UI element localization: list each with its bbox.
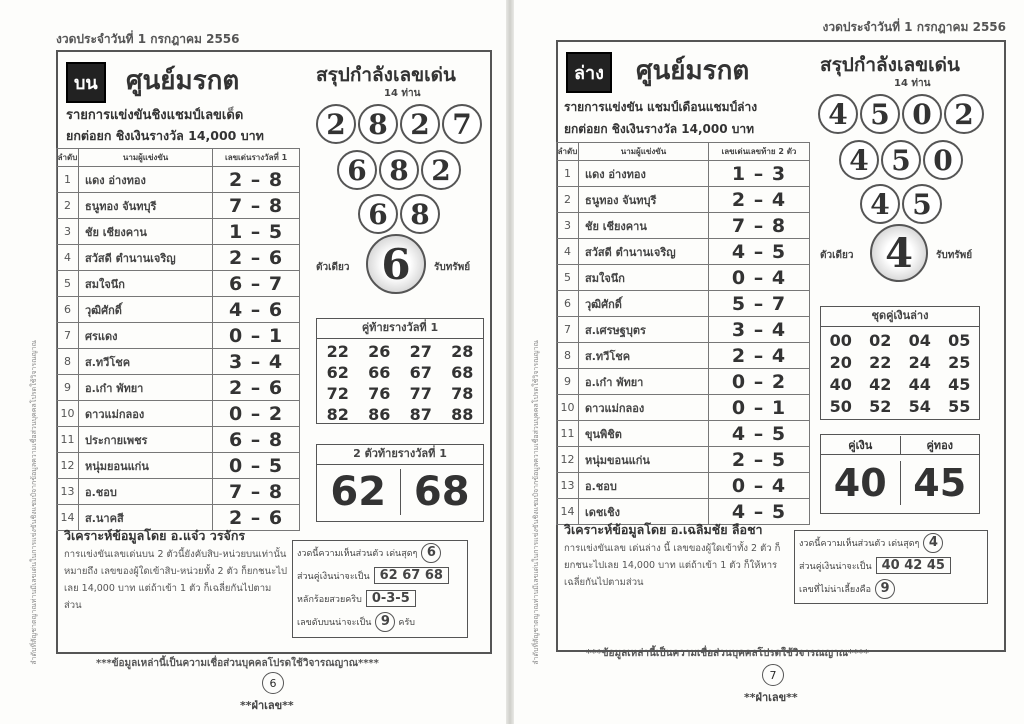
drop-digit: 9 [375,612,395,632]
pair-label: ส่วนคู่เงินน่าจะเป็น [297,571,370,582]
name-cell: วุฒิศักดิ์ [579,291,709,317]
name-cell: ธนูทอง จันทบุรี [579,187,709,213]
issue-date: งวดประจำวันที่ 1 กรกฎาคม 2556 [56,32,240,46]
table-row [557,265,810,291]
grid-number: 78 [451,384,474,403]
value-cell: 7 – 8 [213,479,300,505]
value-cell: 4 – 5 [708,499,809,525]
rank-cell: 3 [557,213,579,239]
value-cell: 4 – 5 [708,421,809,447]
hundreds-label: หลักร้อยสวยคริบ [297,594,362,605]
name-cell: ส.ทวีโชค [79,349,213,375]
grid-number: 27 [409,342,432,361]
grid-number: 45 [948,375,971,394]
gold-pair-value: 45 [913,461,967,505]
value-cell: 4 – 6 [213,297,300,323]
digit-circle: 2 [316,104,356,144]
name-cell: ดาวแม่กลอง [579,395,709,421]
summary-count: 14 ท่าน [894,78,931,89]
money-set-grid [821,327,979,418]
table-row [57,193,300,219]
name-cell: สวัสดี ตำนานเจริญ [579,239,709,265]
value-cell: 2 – 4 [708,187,809,213]
rank-cell: 13 [557,473,579,499]
digit-circle: 2 [421,150,461,190]
value-cell: 1 – 3 [708,161,809,187]
two-digit-title: 2 ตัวท้ายรางวัลที่ 1 [317,445,483,465]
disclaimer: ***ข้อมูลเหล่านี้เป็นความเชื่อส่วนบุคคลโปรดใช้วิจารณญาณ**** [586,648,869,659]
single-label: ตัวเดียว [820,250,854,261]
name-cell: สวัสดี ตำนานเจริญ [79,245,213,271]
rank-cell: 7 [557,317,579,343]
digit-circle: 4 [818,94,858,134]
name-cell: วุฒิศักดิ์ [79,297,213,323]
grid-number: 76 [368,384,391,403]
table-row [57,427,300,453]
opinion-box [292,540,468,638]
name-cell: แดง อ่างทอง [79,167,213,193]
value-cell: 2 – 6 [213,505,300,531]
rank-cell: 10 [557,395,579,421]
digit-circle: 5 [881,140,921,180]
col-value: เลขเด่นเลขท้าย 2 ตัว [708,143,809,161]
digit-circle: 8 [379,150,419,190]
digit-circle: 6 [358,194,398,234]
lower-badge: ล่าง [566,52,612,93]
rank-cell: 10 [57,401,79,427]
grid-number: 22 [869,353,892,372]
opinion-label: งวดนี้ความเห็นส่วนตัว เด่นสุดๆ [799,538,920,549]
col-rank: ลำดับ [557,143,579,161]
digit-circle: 0 [902,94,942,134]
col-name: นามผู้แข่งขัน [79,149,213,167]
rank-table [56,148,300,531]
name-cell: หนุ่มขอนแก่น [579,447,709,473]
single-suffix: รับทรัพย์ [434,262,471,273]
name-cell: แดง อ่างทอง [579,161,709,187]
value-cell: 6 – 8 [213,427,300,453]
grid-number: 88 [451,405,474,424]
grid-number: 20 [829,353,852,372]
value-cell: 0 – 5 [213,453,300,479]
right-page [514,0,1024,724]
rank-cell: 12 [57,453,79,479]
margin-note: ลำดับที่สัญชาตญาณท่านมีเลขเด่นในการแข่งขันชิงแชมป์จากข้อมูลความเชื่อส่วนบุคคลโปรดใช้วิจารณญาณ [532,340,540,665]
table-row [57,375,300,401]
rank-cell: 7 [57,323,79,349]
digit-circle: 4 [839,140,879,180]
table-row [557,161,810,187]
footer-brand: **ฝ่าเลข** [240,699,294,712]
table-row [557,187,810,213]
analyst-line: วิเคราะห์ข้อมูลโดย อ.เฉลิมชัย ลือชา [564,522,763,537]
name-cell: อ.เก๋า พัทยา [579,369,709,395]
rank-cell: 12 [557,447,579,473]
summary-title: สรุปกำลังเลขเด่น [316,64,456,86]
rank-table [556,142,810,525]
rank-cell: 6 [557,291,579,317]
rank-cell: 8 [57,349,79,375]
value-cell: 3 – 4 [708,317,809,343]
name-cell: ประกายเพชร [79,427,213,453]
table-row [557,447,810,473]
prize-line: ยกต่อยก ชิงเงินรางวัล 14,000 บาท [564,122,755,136]
value-cell: 2 – 6 [213,375,300,401]
book-gutter [506,0,514,724]
grid-number: 24 [908,353,931,372]
opinion-label: งวดนี้ความเห็นส่วนตัว เด่นสุดๆ [297,548,418,559]
grid-number: 44 [908,375,931,394]
table-row [557,473,810,499]
pair-values: 40 42 45 [876,557,951,574]
gold-pair-header: คู่ทอง [926,438,954,452]
table-row [557,421,810,447]
value-cell: 7 – 8 [213,193,300,219]
margin-note: ลำดับที่สัญชาตญาณท่านมีเลขเด่นในการแข่งขันชิงแชมป์จากข้อมูลความเชื่อส่วนบุคคลโปรดใช้วิจารณญาณ [30,340,38,665]
name-cell: ธนูทอง จันทบุรี [79,193,213,219]
digit-circle: 8 [358,104,398,144]
table-row [57,167,300,193]
grid-number: 52 [869,397,892,416]
pair-values: 62 67 68 [374,567,449,584]
value-cell: 0 – 2 [213,401,300,427]
value-cell: 0 – 1 [213,323,300,349]
money-set-title: ชุดคู่เงินล่าง [821,307,979,327]
digit-circle: 8 [400,194,440,234]
grid-number: 72 [326,384,349,403]
money-gold-box [820,434,980,514]
rank-cell: 1 [57,167,79,193]
name-cell: สมใจนึก [579,265,709,291]
col-value: เลขเด่นรางวัลที่ 1 [213,149,300,167]
table-row [557,239,810,265]
rank-cell: 9 [57,375,79,401]
value-cell: 0 – 4 [708,265,809,291]
table-row [557,395,810,421]
summary-count: 14 ท่าน [384,88,421,99]
name-cell: อ.ชอบ [79,479,213,505]
name-cell: ศรแดง [79,323,213,349]
issue-date: งวดประจำวันที่ 1 กรกฎาคม 2556 [822,20,1006,34]
grid-number: 86 [368,405,391,424]
value-cell: 4 – 5 [708,239,809,265]
two-digit-b: 68 [413,469,470,515]
grid-number: 25 [948,353,971,372]
table-row [57,479,300,505]
rank-cell: 4 [57,245,79,271]
value-cell: 0 – 2 [708,369,809,395]
table-row [57,219,300,245]
value-cell: 2 – 6 [213,245,300,271]
prize-line: ยกต่อยก ชิงเงินรางวัล 14,000 บาท [66,128,264,143]
money-pair-header: คู่เงิน [821,436,901,454]
grid-number: 66 [368,363,391,382]
value-cell: 2 – 4 [708,343,809,369]
grid-number: 02 [869,331,892,350]
table-row [57,349,300,375]
name-cell: เดชเชิง [579,499,709,525]
grid-number: 82 [326,405,349,424]
value-cell: 6 – 7 [213,271,300,297]
analyst-line: วิเคราะห์ข้อมูลโดย อ.แจ๋ว วรจักร [64,528,246,543]
rank-cell: 3 [57,219,79,245]
grid-number: 26 [368,342,391,361]
opinion-digit: 4 [923,533,943,553]
table-row [57,323,300,349]
rank-cell: 2 [57,193,79,219]
brand-title: ศูนย์มรกต [636,56,750,86]
rank-cell: 6 [57,297,79,323]
name-cell: หนุ่มยอนแก่น [79,453,213,479]
name-cell: อ.เก๋า พัทยา [79,375,213,401]
table-row [557,291,810,317]
money-pair-value: 40 [821,461,901,505]
rank-cell: 11 [57,427,79,453]
footer-brand: **ฝ่าเลข** [744,691,798,704]
rank-cell: 13 [57,479,79,505]
value-cell: 7 – 8 [708,213,809,239]
page-number: 7 [762,664,784,686]
tail-pairs-title: คู่ท้ายรางวัลที่ 1 [317,319,483,339]
drop-label: เลขดับบนน่าจะเป็น [297,617,372,628]
single-label: ตัวเดียว [316,262,350,273]
hundreds-values: 0-3-5 [366,590,416,607]
value-cell: 5 – 7 [708,291,809,317]
single-suffix: รับทรัพย์ [936,250,973,261]
value-cell: 3 – 4 [213,349,300,375]
single-digit-circle: 6 [366,234,426,294]
grid-number: 42 [869,375,892,394]
money-set-box [820,306,980,420]
digit-circle: 4 [860,184,900,224]
rank-cell: 5 [57,271,79,297]
name-cell: ชัย เชียงคาน [579,213,709,239]
value-cell: 1 – 5 [213,219,300,245]
rank-cell: 4 [557,239,579,265]
table-row [57,271,300,297]
rank-cell: 2 [557,187,579,213]
summary-title: สรุปกำลังเลขเด่น [820,54,960,76]
name-cell: ขุนพิชิต [579,421,709,447]
pair-label: ส่วนคู่เงินน่าจะเป็น [799,561,872,572]
page-number: 6 [262,672,284,694]
contest-title: รายการแข่งขัน แชมป์เดือนแชมป์ล่าง [564,100,758,114]
digit-circle: 2 [400,104,440,144]
tail-pairs-grid [317,339,483,425]
rank-cell: 11 [557,421,579,447]
avoid-label: เลขที่ไม่น่าเลี้ยงคือ [799,584,872,595]
table-row [57,453,300,479]
grid-number: 87 [409,405,432,424]
grid-number: 28 [451,342,474,361]
grid-number: 40 [829,375,852,394]
grid-number: 54 [908,397,931,416]
digit-circle: 2 [944,94,984,134]
table-row [557,213,810,239]
name-cell: สมใจนึก [79,271,213,297]
disclaimer: ***ข้อมูลเหล่านี้เป็นความเชื่อส่วนบุคคลโปรดใช้วิจารณญาณ**** [96,658,379,669]
grid-number: 05 [948,331,971,350]
upper-badge: บน [66,62,106,103]
grid-number: 68 [451,363,474,382]
two-digit-box [316,444,484,522]
opinion-digit: 6 [421,543,441,563]
digit-circle: 5 [860,94,900,134]
grid-number: 50 [829,397,852,416]
table-row [57,401,300,427]
rank-cell: 5 [557,265,579,291]
rank-cell: 14 [557,499,579,525]
name-cell: ส.เศรษฐบุตร [579,317,709,343]
table-row [57,245,300,271]
grid-number: 62 [326,363,349,382]
left-page [0,0,506,724]
table-row [557,343,810,369]
value-cell: 0 – 4 [708,473,809,499]
col-rank: ลำดับ [57,149,79,167]
rules-note: การแข่งขันเลขเด่นบน 2 ตัวนี้ยังคับสิบ-หน่วยบนเท่านั้น หมายถึง เลขของผู้ใดเข้าสิบ-หน่วยทั้ง 2 ตัว ก็ยกชนะไปเลย 14,000 บาท แต่ถ้าเข้า 1 ตัว ก็เฉลี่ยกันไปตามส่วน [64,549,288,611]
two-digit-a: 62 [317,469,401,515]
drop-suffix: ครับ [398,617,415,628]
rules-note: การแข่งขันเลข เด่นล่าง นี้ เลขของผู้ใดเข้าทั้ง 2 ตัว ก็ยกชนะไปเลย 14,000 บาท แต่ถ้าเข้า 1 ตัว ก็ให้หารเฉลี่ยกันไปตามส่วน [564,543,781,588]
grid-number: 00 [829,331,852,350]
single-digit-circle: 4 [870,224,928,282]
grid-number: 04 [908,331,931,350]
tail-pairs-box [316,318,484,424]
grid-number: 22 [326,342,349,361]
opinion-box [794,530,988,604]
table-row [557,317,810,343]
avoid-digit: 9 [875,579,895,599]
digit-circle: 6 [337,150,377,190]
name-cell: อ.ชอบ [579,473,709,499]
col-name: นามผู้แข่งขัน [579,143,709,161]
brand-title: ศูนย์มรกต [126,66,240,96]
value-cell: 2 – 5 [708,447,809,473]
content-panel [556,40,1006,652]
name-cell: ดาวแม่กลอง [79,401,213,427]
grid-number: 67 [409,363,432,382]
rank-cell: 8 [557,343,579,369]
rank-cell: 1 [557,161,579,187]
digit-circle: 5 [902,184,942,224]
name-cell: ส.ทวีโชค [579,343,709,369]
grid-number: 55 [948,397,971,416]
rank-cell: 9 [557,369,579,395]
contest-title: รายการแข่งขันชิงแชมป์เลขเด็ด [66,108,244,123]
value-cell: 0 – 1 [708,395,809,421]
table-row [57,297,300,323]
name-cell: ส.นาคสี [79,505,213,531]
value-cell: 2 – 8 [213,167,300,193]
table-row [557,369,810,395]
name-cell: ชัย เชียงคาน [79,219,213,245]
rank-cell: 14 [57,505,79,531]
grid-number: 77 [409,384,432,403]
digit-circle: 0 [923,140,963,180]
digit-circle: 7 [442,104,482,144]
content-panel [56,50,492,654]
